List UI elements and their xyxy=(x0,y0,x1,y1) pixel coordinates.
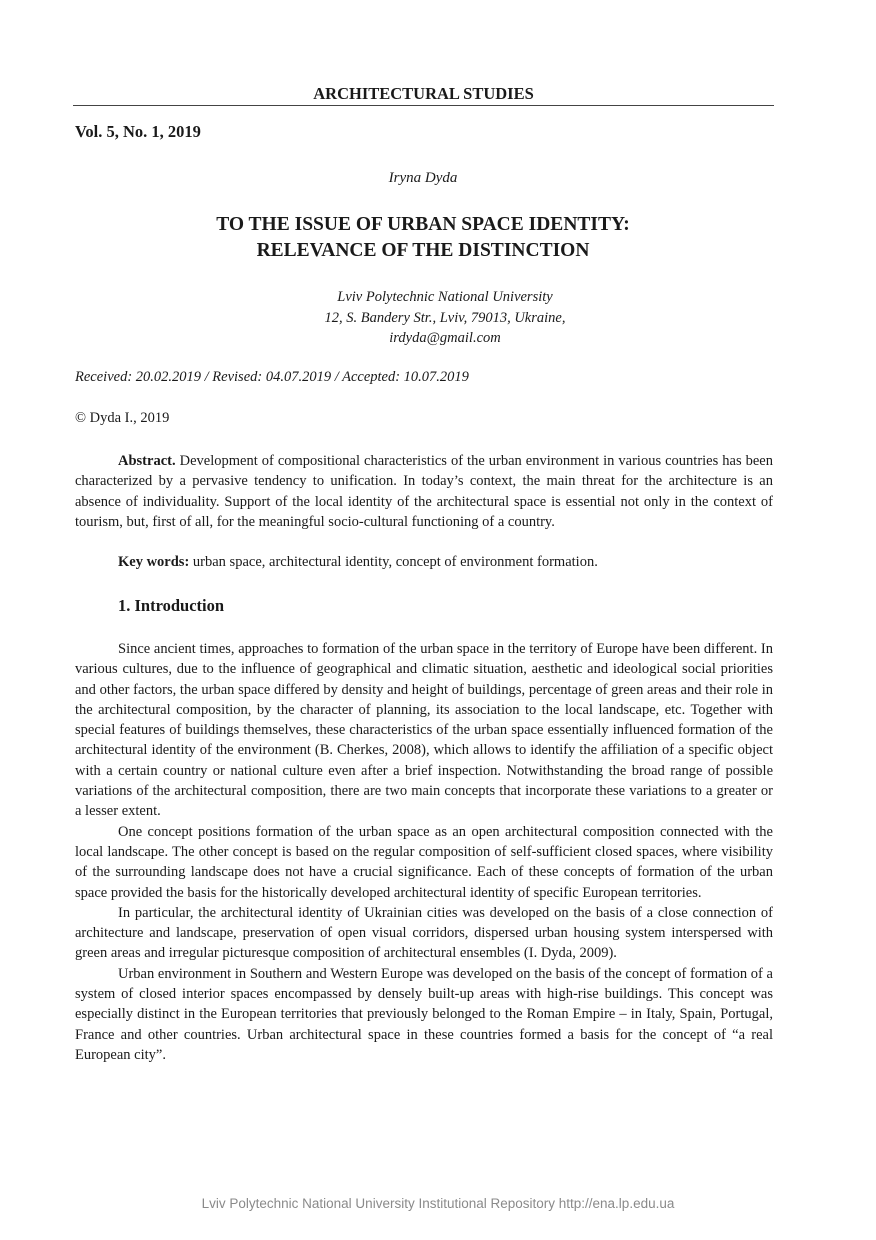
author-email[interactable]: irdyda@gmail.com xyxy=(389,330,501,346)
copyright-notice: © Dyda I., 2019 xyxy=(75,410,170,426)
title-line-1: TO THE ISSUE OF URBAN SPACE IDENTITY: xyxy=(216,214,630,235)
journal-name: ARCHITECTURAL STUDIES xyxy=(313,84,534,103)
paragraph: Since ancient times, approaches to formation of the urban space in the territory of Europe have been different. In various cultures, due to the influence of geographical and climatic situation, aesthetic and ideological social priorities and other factors, the urban space differed by density and height of buildings, percentage of green areas and their role in the architectural composition, by the character of planning, its association to the local landscape, etc. Together with special features of buildings themselves, these characteristics of the urban space essentially influenced formation of the architectural identity of the environment (B. Cherkes, 2008), which allows to identify the affiliation of a specific object with a certain country or national culture even after a brief inspection. Notwithstanding the broad range of possible variations of the architectural composition, there are two main concepts that incorporate these variations to a greater or a lesser extent. xyxy=(75,641,773,820)
affiliation xyxy=(290,287,600,349)
section-heading-introduction: 1. Introduction xyxy=(118,596,225,615)
abstract-label: Abstract. xyxy=(118,453,176,469)
paragraph: Urban environment in Southern and Western Europe was developed on the basis of the concept of formation of a system of closed interior spaces encompassed by densely built-up areas with high-rise buildings. This concept was especially distinct in the European territories that previously belonged to the Roman Empire – in Italy, Spain, Portugal, France and other countries. Urban architectural space in these countries formed a basis for the concept of “a real European city”. xyxy=(75,965,773,1063)
repository-footer: Lviv Polytechnic National University Institutional Repository http://ena.lp.edu.ua xyxy=(201,1196,675,1211)
introduction-body xyxy=(75,639,773,1065)
paragraph: In particular, the architectural identity of Ukrainian cities was developed on the basis of a close connection of architecture and landscape, preservation of open visual corridors, dispersed urban housing system interspersed with green areas and irregular picturesque composition of architectural ensembles (I. Dyda, 2009). xyxy=(75,904,773,962)
keywords-text: urban space, architectural identity, concept of environment formation. xyxy=(189,554,598,570)
affiliation-institution: Lviv Polytechnic National University xyxy=(337,289,553,305)
journal-header xyxy=(73,84,774,106)
publication-dates: Received: 20.02.2019 / Revised: 04.07.2019 / Accepted: 10.07.2019 xyxy=(75,369,469,385)
paragraph: One concept positions formation of the urban space as an open architectural composition connected with the local landscape. The other concept is based on the regular composition of self-sufficient closed spaces, where visibility of the surrounding landscape does not have a crucial significance. Each of these concepts of formation of the urban space provided the basis for the historically developed architectural identity of specific European territories. xyxy=(75,823,773,901)
article-title xyxy=(0,212,846,264)
affiliation-address: 12, S. Bandery Str., Lviv, 79013, Ukraine, xyxy=(324,309,566,326)
keywords xyxy=(75,552,773,572)
author-name: Iryna Dyda xyxy=(388,170,458,186)
abstract xyxy=(75,451,773,532)
title-line-2: RELEVANCE OF THE DISTINCTION xyxy=(256,240,590,261)
volume-info: Vol. 5, No. 1, 2019 xyxy=(75,122,201,141)
keywords-label: Key words: xyxy=(118,554,190,570)
abstract-text: Development of compositional characteristics of the urban environment in various countries has been characterized by a pervasive tendency to unification. In today’s context, the main threat for the architecture is an absence of individuality. Support of the local identity of the architectural space is essential not only in the context of tourism, but, first of all, for the meaningful socio-cultural functioning of a country. xyxy=(75,453,773,530)
